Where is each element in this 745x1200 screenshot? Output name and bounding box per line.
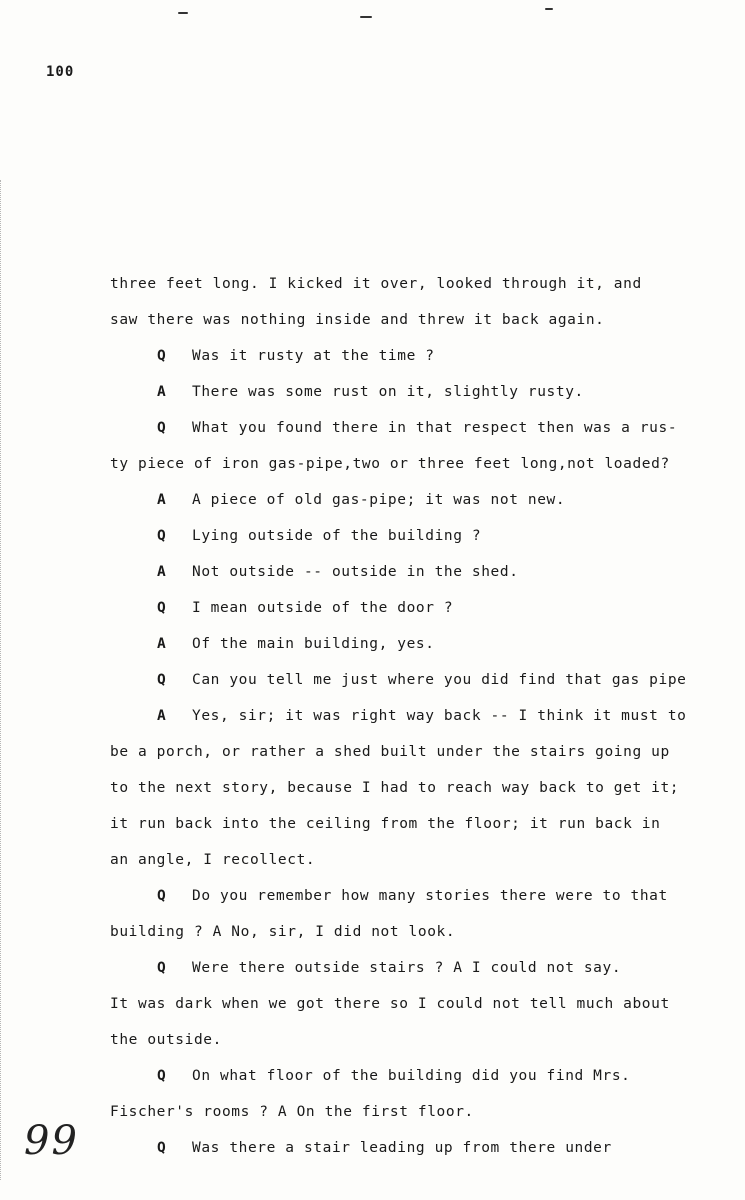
- speaker-label: A: [157, 564, 166, 580]
- speaker-label: Q: [157, 960, 166, 976]
- transcript-line: Can you tell me just where you did find that gas pipe: [192, 672, 687, 688]
- speaker-label: Q: [157, 420, 166, 436]
- transcript-line: an angle, I recollect.: [110, 852, 316, 868]
- speaker-label: Q: [157, 1140, 166, 1156]
- speaker-label: Q: [157, 1068, 166, 1084]
- transcript-line: Do you remember how many stories there were to that: [192, 888, 668, 904]
- page-number: 100: [46, 64, 75, 80]
- speaker-label: A: [157, 384, 166, 400]
- transcript-line: Was there a stair leading up from there under: [192, 1140, 612, 1156]
- transcript-line: It was dark when we got there so I could not tell much about: [110, 996, 670, 1012]
- speaker-label: Q: [157, 672, 166, 688]
- transcript-line: ty piece of iron gas-pipe,two or three feet long,not loaded?: [110, 456, 670, 472]
- transcript-line: There was some rust on it, slightly rusty.: [192, 384, 584, 400]
- transcript-line: building ? A No, sir, I did not look.: [110, 924, 456, 940]
- transcript-line: Yes, sir; it was right way back -- I think it must to: [192, 708, 687, 724]
- speaker-label: A: [157, 492, 166, 508]
- speaker-label: Q: [157, 600, 166, 616]
- transcript-line: be a porch, or rather a shed built under the stairs going up: [110, 744, 670, 760]
- transcript-line: three feet long. I kicked it over, looked through it, and: [110, 276, 642, 292]
- speaker-label: Q: [157, 528, 166, 544]
- transcript-line: Lying outside of the building ?: [192, 528, 482, 544]
- transcript-line: saw there was nothing inside and threw it back again.: [110, 312, 605, 328]
- speaker-label: Q: [157, 888, 166, 904]
- transcript-line: Was it rusty at the time ?: [192, 348, 435, 364]
- page-edge-marks: [0, 180, 4, 1180]
- speaker-label: Q: [157, 348, 166, 364]
- transcript-line: On what floor of the building did you find Mrs.: [192, 1068, 631, 1084]
- transcript-line: Were there outside stairs ? A I could not say.: [192, 960, 622, 976]
- transcript-line: it run back into the ceiling from the floor; it run back in: [110, 816, 661, 832]
- transcript-line: Fischer's rooms ? A On the first floor.: [110, 1104, 474, 1120]
- speaker-label: A: [157, 636, 166, 652]
- transcript-line: A piece of old gas-pipe; it was not new.: [192, 492, 566, 508]
- transcript-line: What you found there in that respect then was a rus-: [192, 420, 678, 436]
- transcript-line: I mean outside of the door ?: [192, 600, 454, 616]
- transcript-line: Of the main building, yes.: [192, 636, 435, 652]
- transcript-line: Not outside -- outside in the shed.: [192, 564, 519, 580]
- transcript-line: the outside.: [110, 1032, 222, 1048]
- transcript-line: to the next story, because I had to reach way back to get it;: [110, 780, 680, 796]
- speaker-label: A: [157, 708, 166, 724]
- handwritten-page-number: 99: [24, 1118, 79, 1164]
